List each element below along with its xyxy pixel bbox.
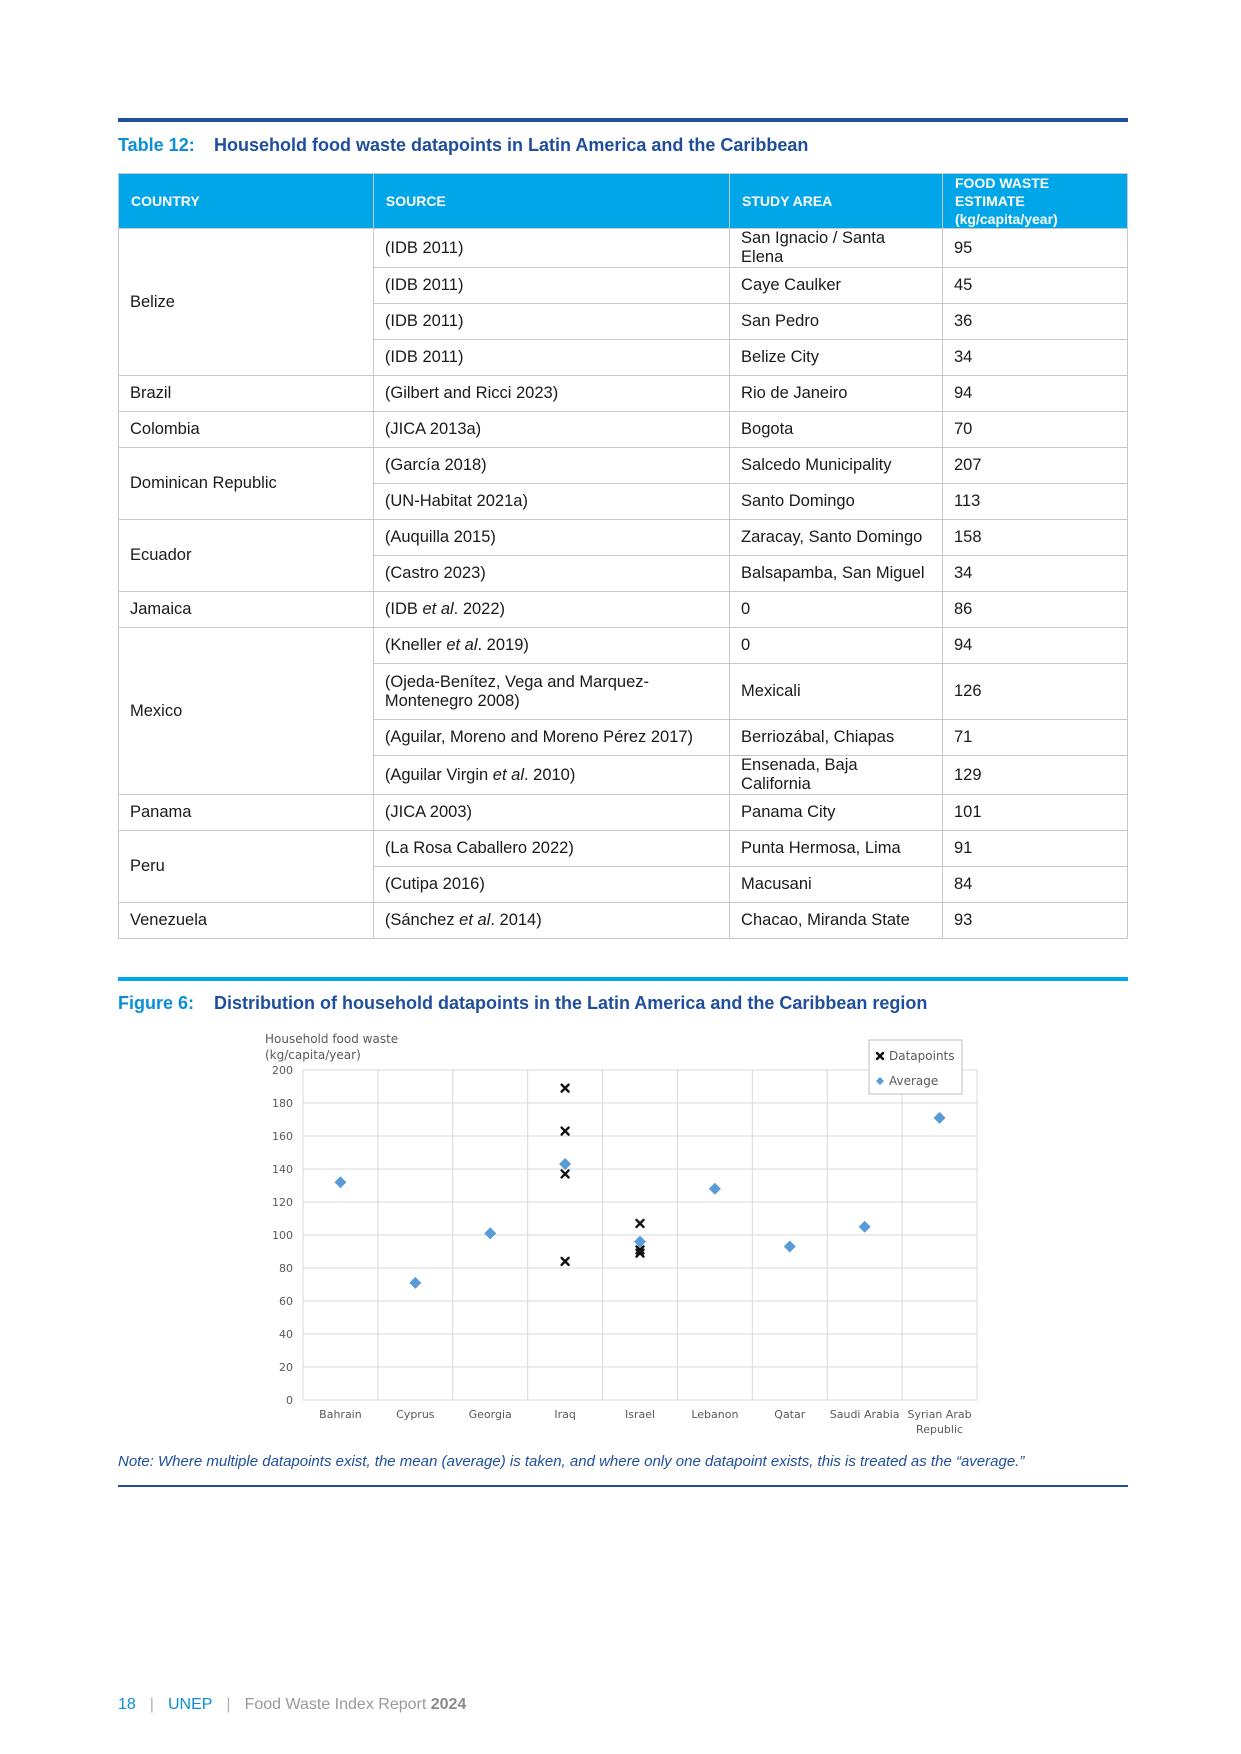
source-cell: (Cutipa 2016) — [373, 867, 729, 903]
table-row — [119, 520, 1128, 556]
study-area-cell: Zaracay, Santo Domingo — [730, 520, 943, 556]
table-row — [119, 448, 1128, 484]
study-area-cell: 0 — [730, 628, 943, 664]
estimate-cell: 34 — [942, 340, 1127, 376]
source-etal: et al — [492, 765, 524, 784]
datapoint-marker — [637, 1220, 644, 1227]
study-area-cell: Santo Domingo — [730, 484, 943, 520]
estimate-cell: 101 — [942, 795, 1127, 831]
figure-caption — [118, 993, 927, 1014]
country-cell: Venezuela — [119, 903, 374, 939]
x-tick-label: Bahrain — [319, 1408, 362, 1421]
source-cell: (Aguilar, Moreno and Moreno Pérez 2017) — [373, 720, 729, 756]
source-etal: et al — [459, 911, 491, 929]
study-area-cell: 0 — [730, 592, 943, 628]
y-tick-label: 160 — [272, 1130, 293, 1143]
table-caption — [118, 135, 808, 156]
x-tick-label: Saudi Arabia — [829, 1408, 900, 1421]
study-area-cell: Bogota — [730, 412, 943, 448]
x-tick-label: Syrian Arab — [907, 1408, 972, 1421]
average-marker — [484, 1227, 496, 1239]
study-area-cell: San Ignacio / Santa Elena — [730, 229, 943, 268]
study-area-cell: Caye Caulker — [730, 268, 943, 304]
source-cell — [373, 903, 729, 939]
header-estimate — [942, 174, 1127, 229]
table-row — [119, 795, 1128, 831]
average-marker — [859, 1221, 871, 1233]
average-marker — [559, 1158, 571, 1170]
source-text: . 2019) — [477, 636, 529, 654]
y-tick-label: 180 — [272, 1097, 293, 1110]
study-area-cell: Balsapamba, San Miguel — [730, 556, 943, 592]
source-cell: (García 2018) — [373, 448, 729, 484]
source-text: (Sánchez — [384, 911, 460, 929]
footer-report: Food Waste Index Report — [244, 1696, 427, 1713]
country-cell: Mexico — [119, 628, 374, 795]
y-tick-label: 200 — [272, 1064, 293, 1077]
study-area-cell: Punta Hermosa, Lima — [730, 831, 943, 867]
source-text: (Kneller — [384, 636, 447, 654]
datapoint-marker — [562, 1128, 569, 1135]
x-tick-label: Lebanon — [691, 1408, 739, 1421]
source-cell — [373, 592, 729, 628]
study-area-cell: Chacao, Miranda State — [730, 903, 943, 939]
footer-separator: | — [149, 1696, 154, 1713]
estimate-cell: 113 — [942, 484, 1127, 520]
bottom-rule — [118, 1485, 1128, 1487]
estimate-cell: 94 — [942, 376, 1127, 412]
source-text: . 2022) — [453, 600, 506, 618]
source-cell: (JICA 2003) — [373, 795, 729, 831]
source-cell: (Auquilla 2015) — [373, 520, 729, 556]
y-tick-label: 40 — [279, 1328, 293, 1341]
source-cell: (La Rosa Caballero 2022) — [373, 831, 729, 867]
datapoint-marker — [562, 1170, 569, 1177]
average-marker — [934, 1112, 946, 1124]
scatter-chart — [255, 1028, 985, 1448]
source-cell — [373, 628, 729, 664]
source-cell: (IDB 2011) — [373, 229, 729, 268]
table-row — [119, 628, 1128, 664]
x-tick-label: Israel — [624, 1408, 656, 1421]
study-area-cell: Macusani — [730, 867, 943, 903]
study-area-cell: Mexicali — [730, 664, 943, 720]
country-cell: Dominican Republic — [119, 448, 374, 520]
source-cell: (Ojeda-Benítez, Vega and Marquez-Montenegro 2008) — [373, 664, 729, 720]
estimate-cell: 84 — [942, 867, 1127, 903]
table-row — [119, 229, 1128, 268]
country-cell: Panama — [119, 795, 374, 831]
x-tick-label: Georgia — [468, 1408, 512, 1421]
study-area-cell: Belize City — [730, 340, 943, 376]
source-text: . 2014) — [490, 911, 542, 929]
source-cell: (IDB 2011) — [373, 340, 729, 376]
x-tick-label: Republic — [916, 1423, 964, 1436]
figure-rule — [118, 977, 1128, 981]
study-area-cell: San Pedro — [730, 304, 943, 340]
estimate-cell: 36 — [942, 304, 1127, 340]
legend-datapoint-label: Datapoints — [889, 1049, 955, 1063]
estimate-cell: 95 — [942, 229, 1127, 268]
datapoint-marker — [562, 1085, 569, 1092]
table-row — [119, 376, 1128, 412]
estimate-cell: 129 — [942, 756, 1127, 795]
y-tick-label: 140 — [272, 1163, 293, 1176]
footer-org: UNEP — [167, 1696, 213, 1713]
x-tick-label: Iraq — [554, 1408, 576, 1421]
country-cell: Colombia — [119, 412, 374, 448]
top-rule — [118, 118, 1128, 122]
header-estimate-title: FOOD WASTE ESTIMATE — [954, 175, 1050, 209]
estimate-cell: 34 — [942, 556, 1127, 592]
study-area-cell: Salcedo Municipality — [730, 448, 943, 484]
estimate-cell: 71 — [942, 720, 1127, 756]
average-marker — [409, 1277, 421, 1289]
country-cell: Peru — [119, 831, 374, 903]
page-number: 18 — [118, 1696, 136, 1713]
table-row — [119, 903, 1128, 939]
estimate-cell: 91 — [942, 831, 1127, 867]
y-tick-label: 20 — [279, 1361, 293, 1374]
table-header-row — [119, 174, 1128, 229]
y-tick-label: 100 — [272, 1229, 293, 1242]
y-tick-label: 60 — [279, 1295, 293, 1308]
header-source: SOURCE — [373, 174, 729, 229]
source-etal: et al — [422, 600, 454, 618]
estimate-cell: 45 — [942, 268, 1127, 304]
source-cell: (UN-Habitat 2021a) — [373, 484, 729, 520]
average-marker — [334, 1176, 346, 1188]
y-tick-label: 120 — [272, 1196, 293, 1209]
study-area-cell: Panama City — [730, 795, 943, 831]
source-cell: (Gilbert and Ricci 2023) — [373, 376, 729, 412]
table-label: Table 12: — [118, 135, 195, 155]
y-tick-label: 80 — [279, 1262, 293, 1275]
x-tick-label: Qatar — [774, 1408, 806, 1421]
table-title: Household food waste datapoints in Latin America and the Caribbean — [214, 135, 809, 155]
estimate-cell: 158 — [942, 520, 1127, 556]
study-area-cell: Berriozábal, Chiapas — [730, 720, 943, 756]
source-text: (Aguilar Virgin — [384, 765, 493, 784]
header-study-area: STUDY AREA — [730, 174, 943, 229]
figure-note: Note: Where multiple datapoints exist, the mean (average) is taken, and where only one datapoint exists, this is treated as the “average.” — [118, 1453, 1025, 1470]
source-cell — [373, 756, 729, 795]
country-cell: Brazil — [119, 376, 374, 412]
estimate-cell: 86 — [942, 592, 1127, 628]
x-tick-label: Cyprus — [396, 1408, 435, 1421]
estimate-cell: 70 — [942, 412, 1127, 448]
footer-separator: | — [226, 1696, 231, 1713]
study-area-cell: Ensenada, Baja California — [730, 756, 943, 795]
average-marker — [784, 1241, 796, 1253]
figure-label: Figure 6: — [118, 993, 195, 1013]
legend-average-label: Average — [889, 1074, 939, 1088]
source-cell: (IDB 2011) — [373, 304, 729, 340]
country-cell: Belize — [119, 229, 374, 376]
source-text: . 2010) — [523, 765, 576, 784]
y-tick-label: 0 — [286, 1394, 293, 1407]
y-axis-label: Household food waste — [265, 1032, 399, 1046]
header-country: COUNTRY — [119, 174, 374, 229]
average-marker — [709, 1183, 721, 1195]
y-axis-label: (kg/capita/year) — [265, 1048, 361, 1062]
estimate-cell: 94 — [942, 628, 1127, 664]
source-cell: (IDB 2011) — [373, 268, 729, 304]
source-text: (IDB — [384, 600, 423, 618]
footer-year: 2024 — [430, 1696, 467, 1713]
estimate-cell: 207 — [942, 448, 1127, 484]
study-area-cell: Rio de Janeiro — [730, 376, 943, 412]
food-waste-table — [118, 173, 1128, 939]
datapoint-marker — [562, 1258, 569, 1265]
source-etal: et al — [446, 636, 478, 654]
table-row — [119, 831, 1128, 867]
table-row — [119, 412, 1128, 448]
source-cell: (JICA 2013a) — [373, 412, 729, 448]
country-cell: Ecuador — [119, 520, 374, 592]
estimate-cell: 126 — [942, 664, 1127, 720]
page-footer — [118, 1696, 466, 1714]
header-estimate-unit: (kg/capita/year) — [954, 211, 1058, 227]
table-row — [119, 592, 1128, 628]
figure-title: Distribution of household datapoints in the Latin America and the Caribbean region — [214, 993, 928, 1013]
country-cell: Jamaica — [119, 592, 374, 628]
estimate-cell: 93 — [942, 903, 1127, 939]
source-cell: (Castro 2023) — [373, 556, 729, 592]
